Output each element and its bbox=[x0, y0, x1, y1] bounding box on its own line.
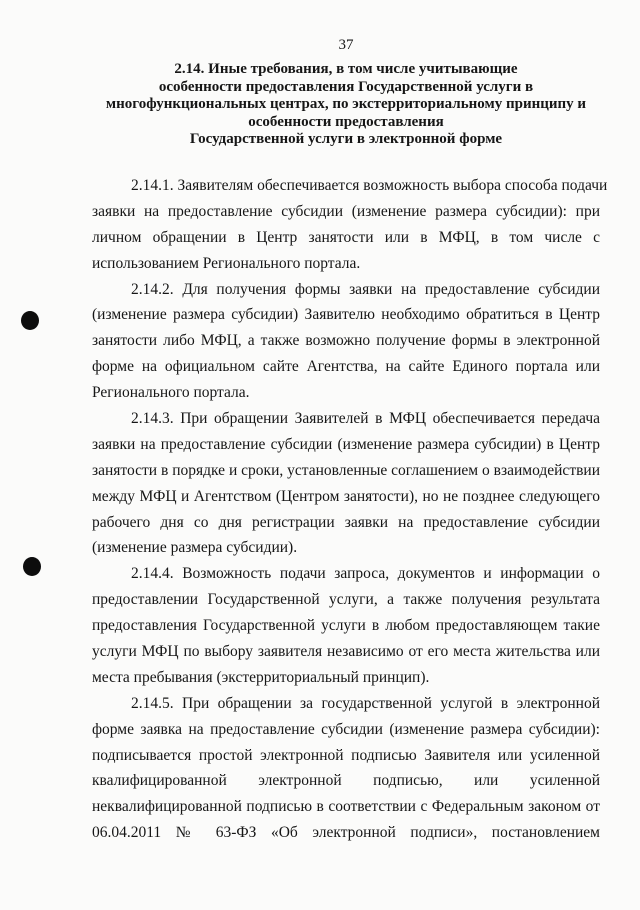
text-line: 2.14.4. Возможность подачи запроса, документов и информации о bbox=[131, 565, 600, 583]
text-line: 2.14.5. При обращении за государственной услугой в электронной bbox=[131, 694, 600, 712]
text-line: 2.14.1. Заявителям обеспечивается возможность выбора способа подачи bbox=[131, 177, 608, 194]
paragraph-2-14-5 bbox=[92, 691, 600, 846]
text-line: заявки на предоставление субсидии (изменение размера субсидии): при bbox=[92, 202, 600, 220]
text-line: 06.04.2011 № 63-ФЗ «Об электронной подписи», постановлением bbox=[92, 824, 600, 842]
text-line: занятости либо МФЦ, а также возможно получение формы в электронной bbox=[92, 332, 600, 350]
paragraph-2-14-4 bbox=[92, 561, 600, 690]
section-heading bbox=[92, 61, 600, 149]
text-line: 2.14.3. При обращении Заявителей в МФЦ обеспечивается передача bbox=[131, 410, 600, 428]
heading-line: особенности предоставления Государственной услуги в bbox=[158, 78, 534, 95]
punch-hole-mark bbox=[23, 557, 41, 576]
text-line: подписывается простой электронной подписью Заявителя или усиленной bbox=[92, 746, 600, 764]
heading-line: 2.14. Иные требования, в том числе учитывающие bbox=[174, 61, 518, 77]
text-line: между МФЦ и Агентством (Центром занятости), но не позднее следующего bbox=[92, 487, 600, 505]
text-line: занятости в порядке и сроки, установленные соглашением о взаимодействии bbox=[92, 461, 600, 479]
text-line: форме на официальном сайте Агентства, на сайте Единого портала или bbox=[92, 358, 600, 376]
text-line: заявки на предоставление субсидии (изменение размера субсидии) в Центр bbox=[92, 435, 600, 453]
heading-line: Государственной услуги в электронной форме bbox=[189, 131, 503, 147]
text-line: предоставления Государственной услуги в любом предоставляющем такие bbox=[92, 617, 600, 635]
text-line: личном обращении в Центр занятости или в МФЦ, в том числе с bbox=[92, 228, 600, 246]
text-line: (изменение размера субсидии). bbox=[92, 539, 298, 557]
paragraph-2-14-1 bbox=[92, 173, 608, 277]
text-line: квалифицированной электронной подписью, или усиленной bbox=[92, 772, 600, 790]
paragraph-2-14-3 bbox=[92, 406, 600, 561]
heading-line: особенности предоставления bbox=[248, 113, 444, 130]
text-line: неквалифицированной подписью в соответствии с Федеральным законом от bbox=[92, 798, 600, 816]
punch-hole-mark bbox=[21, 311, 39, 330]
text-line: рабочего дня со дня регистрации заявки на предоставление субсидии bbox=[92, 513, 600, 531]
text-line: услуги МФЦ по выбору заявителя независимо от его места жительства или bbox=[92, 643, 600, 661]
text-line: форме заявка на предоставление субсидии (изменение размера субсидии): bbox=[92, 720, 600, 738]
text-line: Регионального портала. bbox=[92, 384, 250, 402]
text-line: использованием Регионального портала. bbox=[92, 254, 361, 272]
text-line: 2.14.2. Для получения формы заявки на предоставление субсидии bbox=[131, 280, 600, 298]
text-line: места пребывания (экстерриториальный принцип). bbox=[92, 668, 430, 686]
heading-line: многофункциональных центрах, по экстерриториальному принципу и bbox=[105, 96, 587, 112]
page-number: 37 bbox=[338, 37, 354, 53]
paragraph-2-14-2 bbox=[92, 277, 600, 406]
document-body bbox=[92, 173, 608, 846]
text-line: (изменение размера субсидии) Заявителю необходимо обратиться в Центр bbox=[92, 306, 600, 324]
text-line: предоставлении Государственной услуги, а также получения результата bbox=[92, 591, 600, 609]
